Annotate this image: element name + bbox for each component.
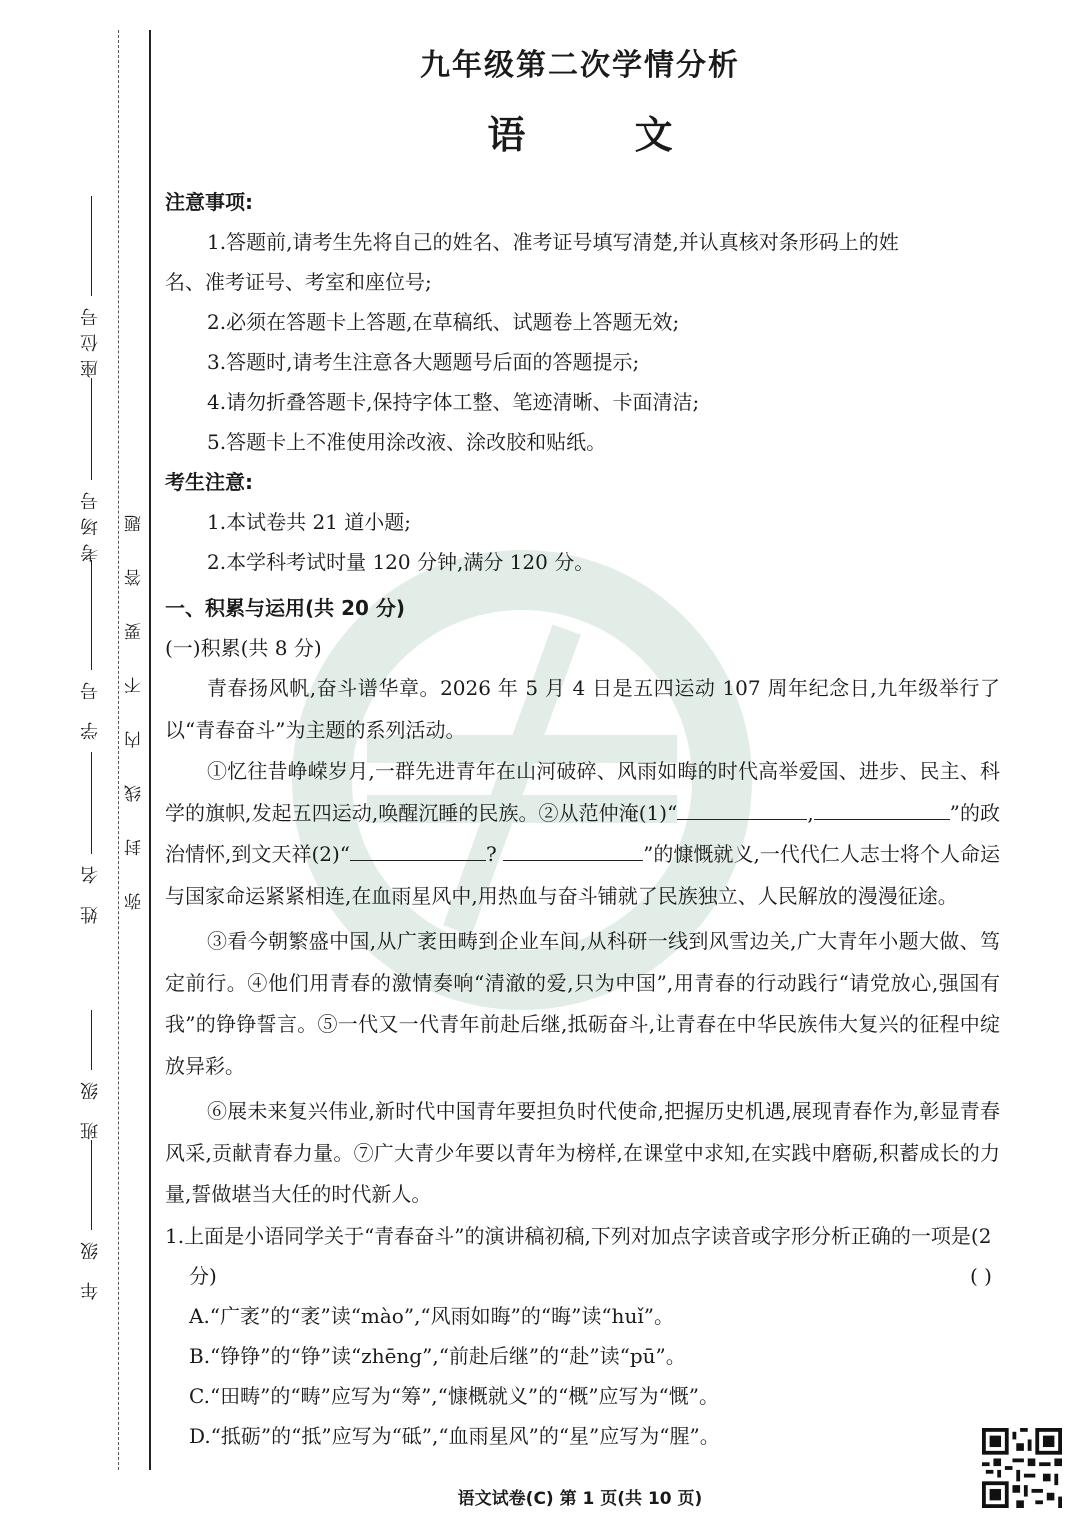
- paragraph-1-text-a: ①忆往昔峥嵘岁月,一群先进青年在山河破碎、风雨如晦的时代高举爱国、进步、民主、科学的旗帜,发起五四运动,唤醒沉睡的民族。②从范仲淹(1)“: [165, 759, 1000, 825]
- grade-label: 年 级: [80, 1234, 101, 1300]
- answer-blank[interactable]: [677, 797, 807, 820]
- seal-char: 答: [124, 569, 145, 586]
- note-item: 名、准考证号、考室和座位号;: [165, 270, 432, 294]
- question-1-text: 1.上面是小语同学关于“青春奋斗”的演讲稿初稿,下列对加点字读音或字形分析正确的一项是(2 分): [165, 1223, 992, 1288]
- paragraph-1: [165, 751, 1000, 917]
- subject-title: 语 文: [487, 112, 721, 157]
- binding-solid-line: [149, 30, 151, 1470]
- seat-number-field: [72, 196, 110, 388]
- seal-char: 线: [124, 785, 145, 802]
- answer-blank[interactable]: [350, 838, 486, 861]
- exam-content: [165, 182, 1000, 1456]
- notes-heading: 注意事项:: [165, 190, 253, 214]
- page-footer: 语文试卷(C) 第 1 页(共 10 页): [457, 1489, 703, 1509]
- paragraph-1-text-b: ,: [807, 800, 814, 825]
- grade-field: [72, 1140, 110, 1300]
- student-id-label: 学 号: [80, 674, 101, 740]
- note-item: 3.答题时,请考生注意各大题题号后面的答题提示;: [207, 350, 640, 374]
- intro-paragraph: 青春扬风帆,奋斗谱华章。2026 年 5 月 4 日是五四运动 107 周年纪念日,九年级举行了以“青春奋斗”为主题的系列活动。: [165, 676, 1000, 742]
- exam-room-field: [72, 380, 110, 562]
- name-field: [72, 752, 110, 924]
- candidate-note-item: 1.本试卷共 21 道小题;: [207, 510, 411, 534]
- exam-room-label: 考场号: [80, 484, 101, 562]
- binding-dashed-line: [118, 30, 119, 1470]
- note-item: 5.答题卡上不准使用涂改液、涂改胶和贴纸。: [207, 430, 607, 454]
- exam-title: 九年级第二次学情分析: [420, 48, 740, 83]
- paragraph-1-text-e: ”的慷慨就义,一代代仁人志士将个人命运与国家命运紧紧相连,在血雨星风中,用热血与奋斗铺就了民族独立、人民解放的漫漫征途。: [165, 842, 1000, 908]
- option-a: A.“广袤”的“袤”读“mào”,“风雨如晦”的“晦”读“huǐ”。: [189, 1303, 674, 1328]
- question-1-stem: 1.上面是小语同学关于“青春奋斗”的演讲稿初稿,下列对加点字读音或字形分析正确的一项是(2 分) ( ): [165, 1223, 992, 1288]
- section-heading: 一、积累与运用(共 20 分): [165, 596, 406, 620]
- class-label: 班 级: [80, 1074, 101, 1140]
- seal-char: 题: [124, 515, 145, 532]
- seal-char: 不: [124, 677, 145, 694]
- paragraph-1-text-c: ”的政治情怀,到文天祥(2)“: [165, 800, 1000, 866]
- seal-char: 封: [124, 839, 145, 856]
- qr-code-icon: [982, 1428, 1062, 1508]
- seat-number-label: 座位号: [80, 300, 101, 378]
- seal-line-notice: [121, 515, 147, 910]
- paragraph-1-text-d: ?: [486, 842, 497, 866]
- paragraph-2: ③看今朝繁盛中国,从广袤田畴到企业车间,从科研一线到风雪边关,广大青年小题大做、笃定前行。④他们用青春的激情奏响“清澈的爱,只为中国”,用青春的行动践行“请党放心,强国有我”的铮铮誓言。⑤一代又一代青年前赴后继,抵砺奋斗,让青春在中华民族伟大复兴的征程中绽放异彩。: [165, 929, 1000, 1078]
- note-item: 2.必须在答题卡上答题,在草稿纸、试题卷上答题无效;: [207, 310, 680, 334]
- note-item: 1.答题前,请考生先将自己的姓名、准考证号填写清楚,并认真核对条形码上的姓: [207, 230, 899, 254]
- answer-blank[interactable]: [814, 797, 950, 820]
- note-item: 4.请勿折叠答题卡,保持字体工整、笔迹清晰、卡面清洁;: [207, 390, 700, 414]
- class-field: [72, 1010, 110, 1140]
- paragraph-3: ⑥展未来复兴伟业,新时代中国青年要担负时代使命,把握历史机遇,展现青春作为,彰显青春风采,贡献青春力量。⑦广大青少年要以青年为榜样,在课堂中求知,在实践中磨砺,积蓄成长的力量,誓做堪当大任的时代新人。: [165, 1099, 1000, 1206]
- option-d: D.“抵砺”的“抵”应写为“砥”,“血雨星风”的“星”应写为“腥”。: [189, 1423, 720, 1448]
- candidate-note-item: 2.本学科考试时量 120 分钟,满分 120 分。: [207, 550, 595, 574]
- name-label: 姓 名: [80, 858, 101, 924]
- answer-blank[interactable]: [503, 838, 643, 861]
- student-id-field: [72, 560, 110, 740]
- seal-char: 内: [124, 731, 145, 748]
- option-b: B.“铮铮”的“铮”读“zhēng”,“前赴后继”的“赴”读“pū”。: [189, 1343, 686, 1368]
- candidate-notes-heading: 考生注意:: [165, 470, 253, 494]
- seal-char: 要: [124, 623, 145, 640]
- subsection-heading: (一)积累(共 8 分): [165, 636, 322, 660]
- seal-char: 弥: [124, 893, 145, 910]
- option-c: C.“田畴”的“畴”应写为“筹”,“慷概就义”的“概”应写为“慨”。: [189, 1383, 719, 1408]
